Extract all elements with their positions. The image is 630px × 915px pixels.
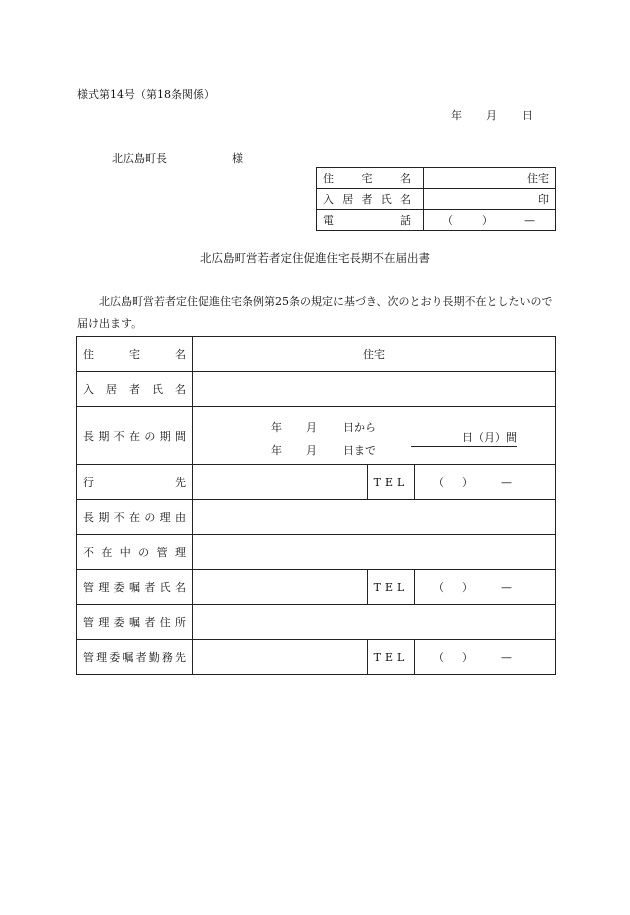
absence-details-table [76, 336, 556, 675]
caretaker-workplace-phone-field[interactable]: （ ） — [415, 640, 556, 675]
resident-name-field[interactable] [193, 372, 556, 407]
date-month: 月 [486, 109, 497, 122]
caretaker-workplace-tel-label: TEL [368, 640, 415, 675]
row-residence [77, 337, 556, 372]
document-title: 北広島町営若者定住促進住宅長期不在届出書 [200, 251, 430, 265]
residence-field[interactable]: 住宅 [193, 337, 556, 372]
addressee: 北広島町長 [112, 152, 167, 165]
caretaker-address-field[interactable] [193, 605, 556, 640]
addressee-honorific: 様 [232, 152, 243, 165]
destination-tel-label: TEL [368, 465, 415, 500]
absence-total-duration: 日（月）間 [411, 429, 517, 447]
absence-reason-field[interactable] [193, 500, 556, 535]
row-caretaker-name [77, 570, 556, 605]
caretaker-workplace-field[interactable] [193, 640, 368, 675]
body-text: 北広島町営若者定住促進住宅条例第25条の規定に基づき、次のとおり長期不在としたいので届け出ます。 [77, 295, 553, 330]
row-management [77, 535, 556, 570]
management-field[interactable] [193, 535, 556, 570]
applicant-row-residence [317, 168, 556, 189]
row-resident-name [77, 372, 556, 407]
applicant-row-name [317, 189, 556, 210]
row-absence-reason [77, 500, 556, 535]
caretaker-phone-field[interactable]: （ ） — [415, 570, 556, 605]
caretaker-address-label: 管 理 委 嘱 者 住 所 [77, 605, 193, 640]
caretaker-name-field[interactable] [193, 570, 368, 605]
caretaker-name-label: 管 理 委 嘱 者 氏 名 [77, 570, 193, 605]
caretaker-workplace-label: 管 理 委 嘱 者 勤 務 先 [77, 640, 193, 675]
applicant-table [316, 167, 556, 231]
absence-period-field[interactable]: 年 月 日から 年 月 日まで 日（月）間 [193, 407, 556, 465]
date-day: 日 [522, 109, 533, 122]
date-year: 年 [451, 109, 462, 122]
seal-mark: 印 [538, 193, 549, 206]
destination-phone-field[interactable]: （ ） — [415, 465, 556, 500]
form-number: 様式第14号（第18条関係） [77, 88, 215, 101]
row-caretaker-workplace [77, 640, 556, 675]
absence-period-label: 長 期 不 在 の 期 間 [77, 407, 193, 465]
management-label: 不 在 中 の 管 理 [77, 535, 193, 570]
row-caretaker-address [77, 605, 556, 640]
applicant-name-label: 入 居 者 氏 名 [317, 189, 424, 210]
resident-name-label: 入 居 者 氏 名 [77, 372, 193, 407]
applicant-row-phone [317, 210, 556, 231]
destination-field[interactable] [193, 465, 368, 500]
row-absence-period [77, 407, 556, 465]
applicant-residence-field[interactable]: 住宅 [424, 168, 556, 189]
applicant-phone-field[interactable]: （ ） — [424, 210, 556, 231]
absence-reason-label: 長 期 不 在 の 理 由 [77, 500, 193, 535]
applicant-phone-label: 電 話 [317, 210, 424, 231]
residence-label: 住 宅 名 [77, 337, 193, 372]
destination-label: 行 先 [77, 465, 193, 500]
caretaker-tel-label: TEL [368, 570, 415, 605]
row-destination [77, 465, 556, 500]
applicant-name-field[interactable] [424, 189, 556, 210]
applicant-residence-label: 住 宅 名 [317, 168, 424, 189]
